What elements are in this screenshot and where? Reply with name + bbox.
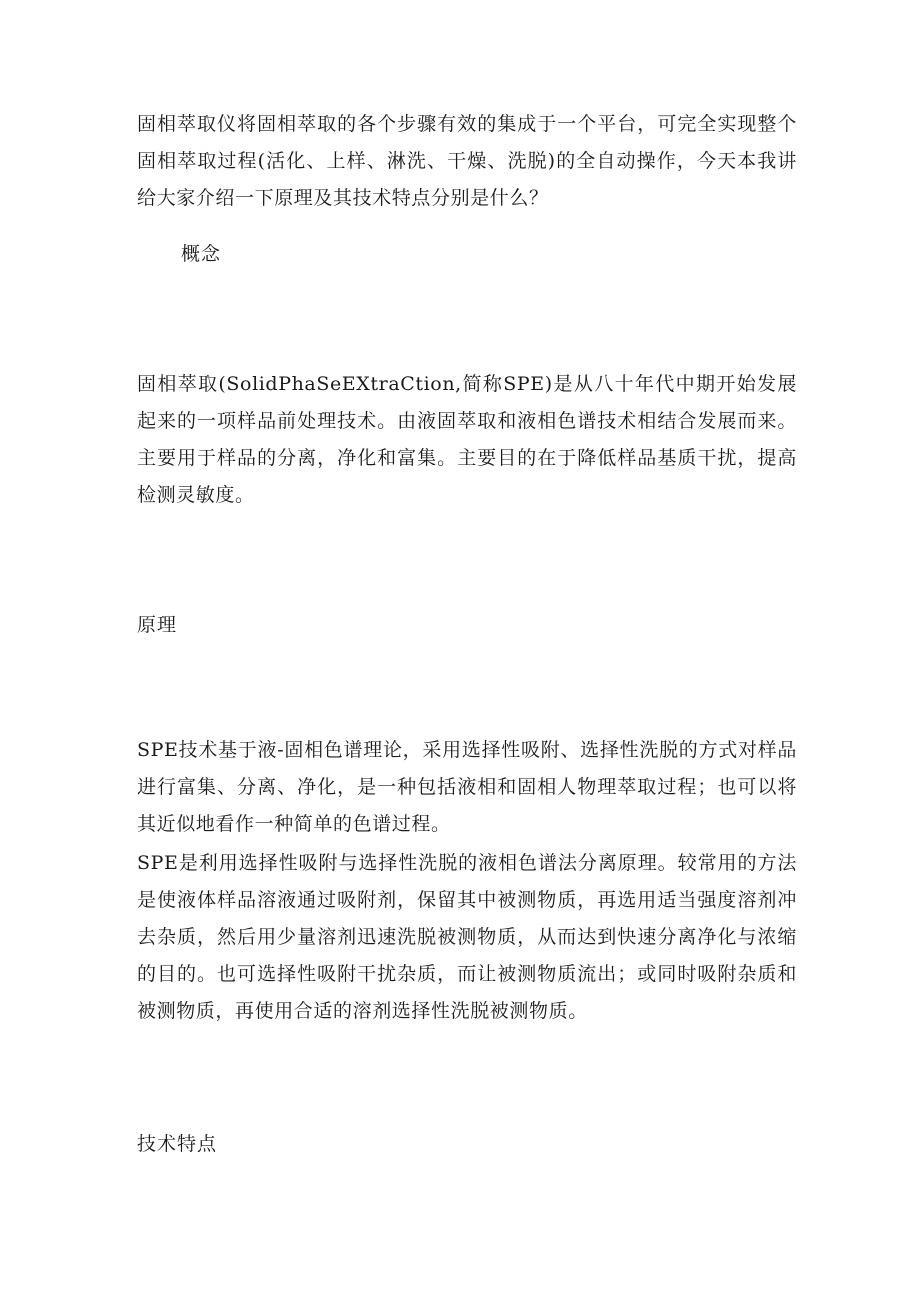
principle-paragraph-1: SPE技术基于液-固相色谱理论，采用选择性吸附、选择性洗脱的方式对样品进行富集、分离、净化，是一种包括液相和固相人物理萃取过程；也可以将其近似地看作一种简单的色谱过程。 [137, 739, 797, 835]
principle-heading: 原理 [137, 614, 178, 636]
concept-paragraph: 固相萃取(SolidPhaSeEXtraCtion,简称SPE)是从八十年代中期开始发展起来的一项样品前处理技术。由液固萃取和液相色谱技术相结合发展而来。主要用于样品的分离，净化和富集。主要目的在于降低样品基质干扰，提高检测灵敏度。 [137, 373, 797, 506]
features-heading: 技术特点 [137, 1133, 218, 1155]
principle-paragraph-2: SPE是利用选择性吸附与选择性洗脱的液相色谱法分离原理。较常用的方法是使液体样品溶液通过吸附剂，保留其中被测物质，再选用适当强度溶剂冲去杂质，然后用少量溶剂迅速洗脱被测物质，从而达到快速分离净化与浓缩的目的。也可选择性吸附干扰杂质，而让被测物质流出；或同时吸附杂质和被测物质，再使用合适的溶剂选择性洗脱被测物质。 [137, 852, 797, 1022]
intro-paragraph: 固相萃取仪将固相萃取的各个步骤有效的集成于一个平台，可完全实现整个固相萃取过程(活化、上样、淋洗、干燥、洗脱)的全自动操作，今天本我讲给大家介绍一下原理及其技术特点分别是什么？ [137, 113, 797, 209]
concept-heading: 概念 [181, 243, 222, 265]
